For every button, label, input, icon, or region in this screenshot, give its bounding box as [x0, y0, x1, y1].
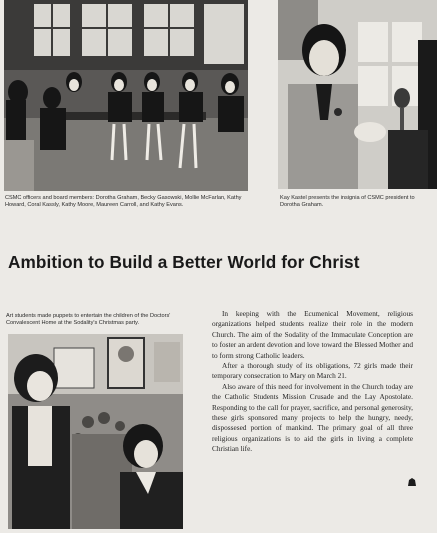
insignia-caption: Kay Kastel presents the insignia of CSMC president to Dorotha Graham. — [280, 195, 415, 209]
end-of-article-mark — [407, 474, 417, 483]
body-paragraph: After a thorough study of its obligations, 72 girls made their temporary consecration to Mary on March 21. — [212, 361, 413, 381]
page-headline: Ambition to Build a Better World for Christ — [8, 252, 360, 272]
officers-photo — [4, 0, 248, 191]
body-paragraph: Also aware of this need for involvement in the Church today are the Catholic Students Mission Crusade and the Lay Apostolate. Responding to the call for prayer, sacrifice, and personal generosity, these girls sponsored many projects to help the hungry, needy, dispossesed portion of mankind. The primary goal of all three religious organizations is to aid the girls in living a complete Christian life. — [212, 381, 413, 454]
puppets-photo — [8, 334, 183, 529]
article-body — [212, 309, 413, 455]
body-paragraph: In keeping with the Ecumenical Movement, religious organizations helped students realize their role in the modern Church. The aim of the Sodality of the Immaculate Conception are to foster an ardent devotion and love toward the Blessed Mother and to form strong Catholic leaders. — [212, 309, 413, 360]
insignia-photo — [278, 0, 437, 189]
puppets-caption: Art students made puppets to entertain the children of the Doctors' Convalescent Home at the Sodality's Christmas party. — [6, 313, 171, 327]
officers-caption: CSMC officers and board members: Dorotha Graham, Becky Gasowski, Mollie McFarlan, Kathy Howard, Coral Kassly, Kathy Moore, Maureen Carroll, and Kathy Evans. — [5, 195, 242, 209]
